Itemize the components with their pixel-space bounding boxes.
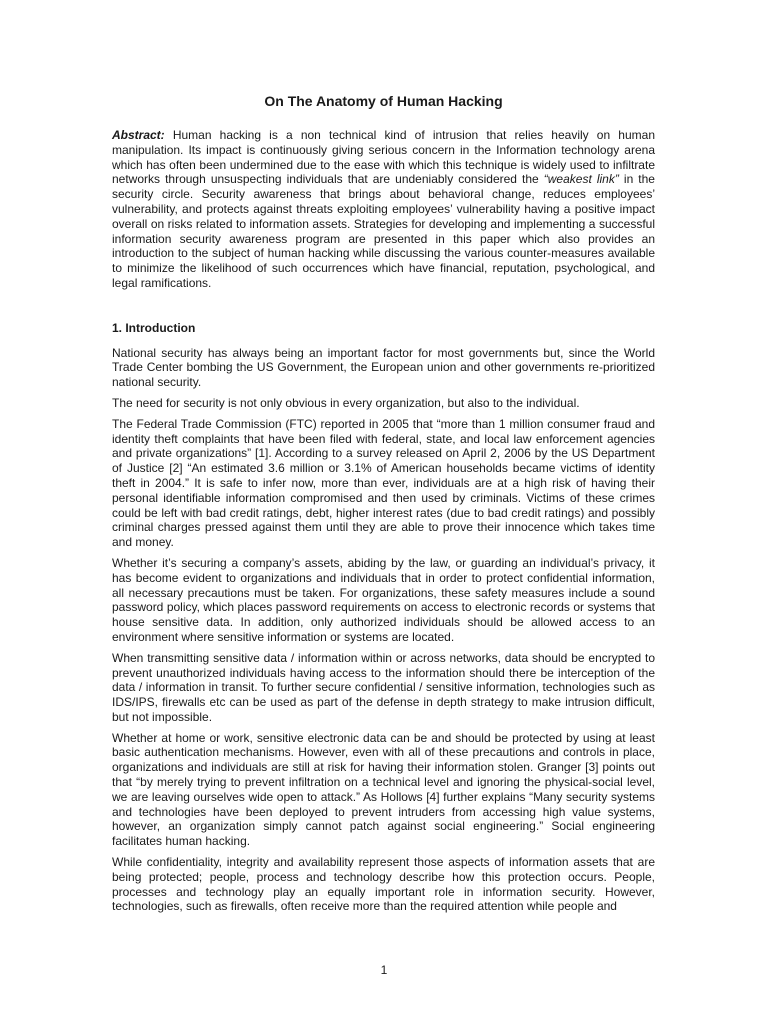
intro-paragraph-3: The Federal Trade Commission (FTC) reported in 2005 that “more than 1 million consumer fraud and identity theft complaints that have been filed with federal, state, and local law enforcement agencies and private organizations” [1]. According to a survey released on April 2, 2006 by the US Department of Justice [2] “An estimated 3.6 million or 3.1% of American households became victims of identity theft in 2004.” It is safe to infer now, more than ever, individuals are at a high risk of having their personal identifiable information compromised and then used by criminals. Victims of these crimes could be left with bad credit ratings, debt, higher interest rates (due to bad credit ratings) and possibly criminal charges pressed against them until they are able to prove their innocence which takes time and money.	[112, 416, 655, 550]
intro-paragraph-2: The need for security is not only obvious in every organization, but also to the individual.	[112, 395, 580, 410]
abstract-label: Abstract:	[112, 128, 165, 142]
intro-paragraph-6: Whether at home or work, sensitive electronic data can be and should be protected by using at least basic authentication mechanisms. However, even with all of these precautions and controls in place, organizations and individuals are still at risk for having their information stolen. Granger [3] points out that “by merely trying to prevent infiltration on a technical level and ignoring the physical-social level, we are leaving ourselves wide open to attack.” As Hollows [4] further explains “Many security systems and technologies have been deployed to prevent intruders from accessing high value systems, however, an organization simply cannot patch against social engineering.” Social engineering facilitates human hacking.	[112, 730, 655, 849]
section-heading-introduction: 1. Introduction	[112, 320, 196, 335]
intro-paragraph-4: Whether it’s securing a company’s assets, abiding by the law, or guarding an individual’s privacy, it has become evident to organizations and individuals that in order to protect confidential information, all necessary precautions must be taken. For organizations, these safety measures include a sound password policy, which places password requirements on access to electronic records or systems that house sensitive data. In addition, only authorized individuals should be allowed access to an environment where sensitive information or systems are located.	[112, 555, 655, 644]
abstract-text-part-2: in the security circle. Security awareness that brings about behavioral change, reduces employees’ vulnerability, and protects against threats exploiting employees’ vulnerability having a positive impact overall on risks related to information assets. Strategies for developing and implementing a successful information security awareness program are presented in this paper which also provides an introduction to the subject of human hacking while discussing the various counter-measures available to minimize the likelihood of such occurrences which have financial, reputation, psychological, and legal ramifications.	[112, 172, 655, 290]
page-number: 1	[380, 963, 388, 977]
abstract-paragraph	[112, 128, 655, 291]
abstract-text-part-1: Human hacking is a non technical kind of intrusion that relies heavily on human manipulation. Its impact is continuously giving serious concern in the Information technology arena which has often been undermined due to the ease with which this technique is widely used to infiltrate networks through unsuspecting individuals that are undeniably considered the	[112, 128, 655, 187]
page-content	[112, 93, 655, 920]
paper-title: On The Anatomy of Human Hacking	[264, 93, 503, 109]
abstract-quote: “weakest link”	[543, 172, 619, 187]
intro-paragraph-1: National security has always being an important factor for most governments but, since the World Trade Center bombing the US Government, the European union and other governments re-prioritized national security.	[112, 345, 655, 390]
intro-paragraph-7: While confidentiality, integrity and availability represent those aspects of information assets that are being protected; people, process and technology describe how this protection occurs. People, processes and technology play an equally important role in information security. However, technologies, such as firewalls, often receive more than the required attention while people and	[112, 855, 655, 914]
intro-paragraph-5: When transmitting sensitive data / information within or across networks, data should be encrypted to prevent unauthorized individuals having access to the information should there be interception of the data / information in transit. To further secure confidential / sensitive information, technologies such as IDS/IPS, firewalls etc can be used as part of the defense in depth strategy to make intrusion difficult, but not impossible.	[112, 650, 655, 724]
